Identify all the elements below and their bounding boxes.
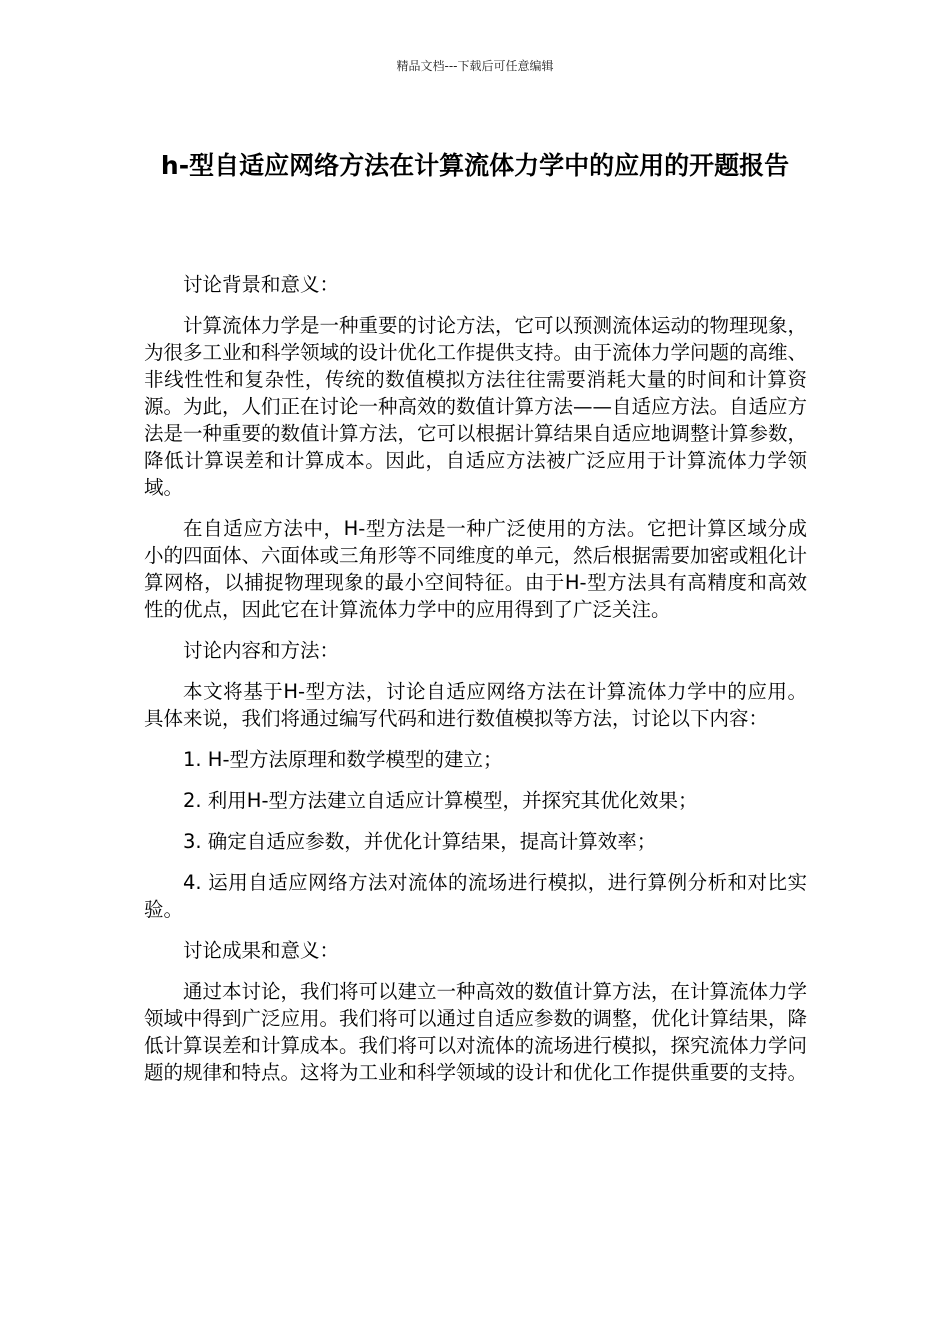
document-body xyxy=(144,271,807,1100)
paragraph-background: 计算流体力学是一种重要的讨论方法，它可以预测流体运动的物理现象，为很多工业和科学领域的设计优化工作提供支持。由于流体力学问题的高维、非线性性和复杂性，传统的数值模拟方法往往需要消耗大量的时间和计算资源。为此，人们正在讨论一种高效的数值计算方法——自适应方法。自适应方法是一种重要的数值计算方法，它可以根据计算结果自适应地调整计算参数，降低计算误差和计算成本。因此，自适应方法被广泛应用于计算流体力学领域。 xyxy=(144,314,808,499)
header-note: 精品文档---下载后可任意编辑 xyxy=(396,59,554,73)
list-item-2: 2. 利用H-型方法建立自适应计算模型，并探究其优化效果； xyxy=(183,789,698,812)
list-item-4: 4. 运用自适应网络方法对流体的流场进行模拟，进行算例分析和对比实验。 xyxy=(144,871,807,921)
list-item-1: 1. H-型方法原理和数学模型的建立； xyxy=(183,748,503,771)
section-heading-results: 讨论成果和意义： xyxy=(183,939,340,962)
list-item-3: 3. 确定自适应参数，并优化计算结果，提高计算效率； xyxy=(183,830,657,853)
paragraph-h-method: 在自适应方法中，H-型方法是一种广泛使用的方法。它把计算区域分成小的四面体、六面体或三角形等不同维度的单元，然后根据需要加密或粗化计算网格，以捕捉物理现象的最小空间特征。由于H-型方法具有高精度和高效性的优点，因此它在计算流体力学中的应用得到了广泛关注。 xyxy=(144,517,808,621)
paragraph-content: 本文将基于H-型方法，讨论自适应网络方法在计算流体力学中的应用。具体来说，我们将通过编写代码和进行数值模拟等方法，讨论以下内容： xyxy=(144,680,807,730)
section-heading-content: 讨论内容和方法： xyxy=(183,639,340,662)
paragraph-results: 通过本讨论，我们将可以建立一种高效的数值计算方法，在计算流体力学领域中得到广泛应用。我们将可以通过自适应参数的调整，优化计算结果，降低计算误差和计算成本。我们将可以对流体的流场进行模拟，探究流体力学问题的规律和特点。这将为工业和科学领域的设计和优化工作提供重要的支持。 xyxy=(144,980,808,1084)
document-title: h-型自适应网络方法在计算流体力学中的应用的开题报告 xyxy=(160,151,790,180)
section-heading-background: 讨论背景和意义： xyxy=(183,273,340,296)
